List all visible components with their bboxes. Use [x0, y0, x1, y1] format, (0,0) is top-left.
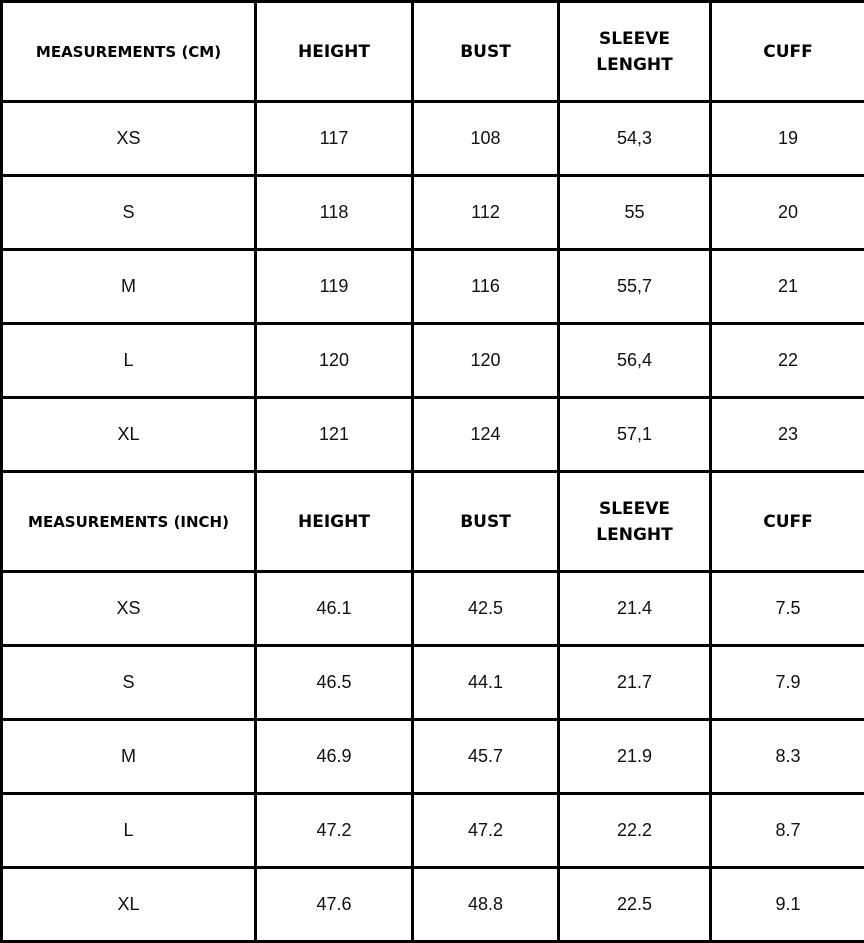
measurements-inch-header: MEASUREMENTS (INCH) [2, 472, 256, 572]
table-row [2, 324, 864, 398]
height-cell: 47.6 [256, 868, 413, 942]
height-header: HEIGHT [256, 472, 413, 572]
sleeve-cell: 55 [559, 176, 711, 250]
measurements-cm-header: MEASUREMENTS (CM) [2, 2, 256, 102]
height-cell: 121 [256, 398, 413, 472]
cuff-cell: 7.5 [711, 572, 864, 646]
cuff-cell: 8.7 [711, 794, 864, 868]
table-row [2, 176, 864, 250]
size-cell: XS [2, 102, 256, 176]
size-cell: M [2, 720, 256, 794]
table-row [2, 102, 864, 176]
table-row [2, 398, 864, 472]
bust-cell: 120 [413, 324, 559, 398]
size-cell: XL [2, 398, 256, 472]
cm-header-row [2, 2, 864, 102]
size-cell: S [2, 176, 256, 250]
cuff-cell: 7.9 [711, 646, 864, 720]
sleeve-cell: 21.4 [559, 572, 711, 646]
bust-cell: 108 [413, 102, 559, 176]
sleeve-cell: 21.9 [559, 720, 711, 794]
size-cell: M [2, 250, 256, 324]
size-cell: L [2, 324, 256, 398]
cuff-cell: 21 [711, 250, 864, 324]
table-row [2, 572, 864, 646]
height-cell: 46.1 [256, 572, 413, 646]
sleeve-cell: 21.7 [559, 646, 711, 720]
cuff-cell: 20 [711, 176, 864, 250]
table-row [2, 868, 864, 942]
table-row [2, 720, 864, 794]
bust-cell: 124 [413, 398, 559, 472]
bust-cell: 116 [413, 250, 559, 324]
height-cell: 46.9 [256, 720, 413, 794]
size-cell: XS [2, 572, 256, 646]
bust-cell: 45.7 [413, 720, 559, 794]
bust-cell: 44.1 [413, 646, 559, 720]
cuff-cell: 9.1 [711, 868, 864, 942]
sleeve-length-header: SLEEVE LENGHT [559, 2, 711, 102]
table-row [2, 794, 864, 868]
cuff-cell: 19 [711, 102, 864, 176]
cuff-cell: 22 [711, 324, 864, 398]
sleeve-length-header: SLEEVE LENGHT [559, 472, 711, 572]
table-row [2, 250, 864, 324]
bust-cell: 47.2 [413, 794, 559, 868]
table-row [2, 646, 864, 720]
bust-header: BUST [413, 2, 559, 102]
inch-header-row [2, 472, 864, 572]
cuff-cell: 23 [711, 398, 864, 472]
sleeve-cell: 56,4 [559, 324, 711, 398]
size-cell: L [2, 794, 256, 868]
size-cell: XL [2, 868, 256, 942]
sleeve-cell: 54,3 [559, 102, 711, 176]
sleeve-cell: 22.2 [559, 794, 711, 868]
sleeve-cell: 22.5 [559, 868, 711, 942]
height-cell: 46.5 [256, 646, 413, 720]
cuff-cell: 8.3 [711, 720, 864, 794]
height-cell: 117 [256, 102, 413, 176]
cuff-header: CUFF [711, 2, 864, 102]
size-cell: S [2, 646, 256, 720]
cuff-header: CUFF [711, 472, 864, 572]
sleeve-cell: 57,1 [559, 398, 711, 472]
height-cell: 120 [256, 324, 413, 398]
bust-cell: 42.5 [413, 572, 559, 646]
height-cell: 119 [256, 250, 413, 324]
height-header: HEIGHT [256, 2, 413, 102]
height-cell: 47.2 [256, 794, 413, 868]
bust-header: BUST [413, 472, 559, 572]
height-cell: 118 [256, 176, 413, 250]
sleeve-cell: 55,7 [559, 250, 711, 324]
bust-cell: 48.8 [413, 868, 559, 942]
bust-cell: 112 [413, 176, 559, 250]
